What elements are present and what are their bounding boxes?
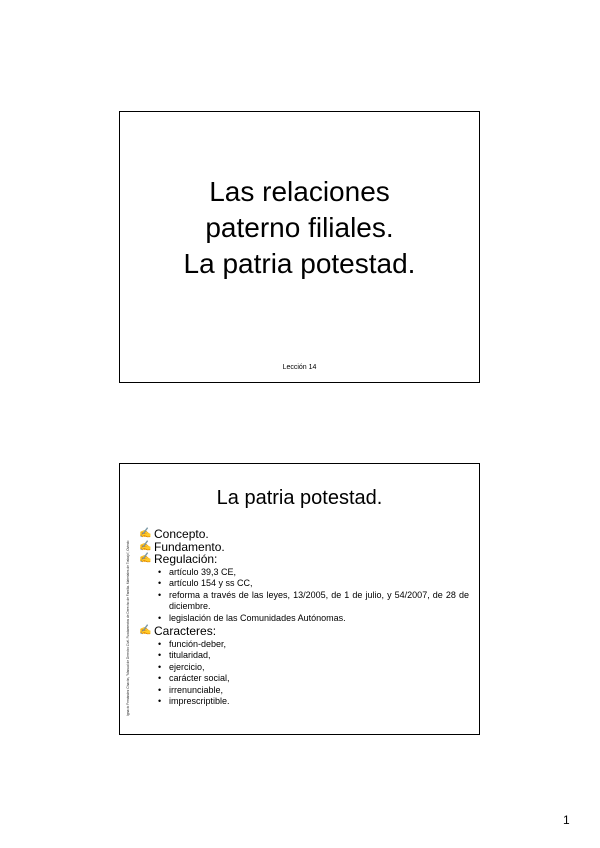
bullet-dot-icon: • <box>158 566 162 577</box>
sub-list-item-text: irrenunciable, <box>169 684 224 695</box>
sub-list <box>158 567 471 625</box>
bullet-dot-icon: • <box>158 661 162 672</box>
side-note-text: Ignacio Fernández Chacón, ”Manual de Derecho Civil. Fundamentos de Derecho de Familia. Materiales de Trabajo”, Oviedo <box>126 540 130 716</box>
sub-list-item-text: artículo 154 y ss CC, <box>169 578 253 588</box>
list-item-label: Regulación: <box>154 552 218 566</box>
slide-1-title <box>120 174 479 282</box>
sub-list-item-text: función-deber, <box>169 638 227 649</box>
writing-hand-icon: ✍ <box>139 625 152 636</box>
bullet-dot-icon: • <box>158 696 162 706</box>
slide-2-title: La patria potestad. <box>216 487 383 509</box>
list-item-label: Fundamento. <box>154 539 225 554</box>
slide-1 <box>119 111 480 383</box>
sub-list-item <box>158 578 471 590</box>
list-item <box>139 625 471 638</box>
slide-2 <box>119 463 480 735</box>
sub-list-item <box>158 696 471 708</box>
list-item-label: Caracteres: <box>154 624 217 638</box>
bullet-dot-icon: • <box>158 612 162 623</box>
sub-list-item-text: carácter social, <box>169 673 230 683</box>
slide-1-title-line: Las relaciones <box>209 176 390 207</box>
page-number: 1 <box>563 813 570 827</box>
list-item-label: Concepto. <box>154 527 209 541</box>
bullet-dot-icon: • <box>158 650 162 660</box>
sub-list-item <box>158 590 471 613</box>
sub-list <box>158 639 471 708</box>
sub-list-item <box>158 673 471 685</box>
writing-hand-icon: ✍ <box>139 553 152 564</box>
slide-1-title-line: La patria potestad. <box>183 248 416 279</box>
sub-list-item <box>158 639 471 651</box>
bullet-dot-icon: • <box>158 684 162 695</box>
sub-list-item-text: reforma a través de las leyes, 13/2005, de 1 de julio, y 54/2007, de 28 de diciembre. <box>169 589 469 611</box>
sub-list-item-text: artículo 39,3 CE, <box>169 566 237 577</box>
sub-list-item <box>158 567 471 579</box>
sub-list-item <box>158 613 471 625</box>
sub-list-item-text: legislación de las Comunidades Autónomas. <box>169 612 346 623</box>
sub-list-item <box>158 650 471 662</box>
bullet-dot-icon: • <box>158 578 162 588</box>
list-item <box>139 553 471 566</box>
lesson-label: Lección 14 <box>282 364 317 371</box>
bullet-dot-icon: • <box>158 673 162 683</box>
slide-2-content <box>139 528 471 709</box>
sub-list-item-text: imprescriptible. <box>169 696 230 706</box>
sub-list-item-text: ejercicio, <box>169 661 205 672</box>
slide-1-title-line: paterno filiales. <box>205 212 394 243</box>
bullet-dot-icon: • <box>158 589 162 600</box>
writing-hand-icon: ✍ <box>139 540 152 552</box>
writing-hand-icon: ✍ <box>139 528 152 539</box>
sub-list-item-text: titularidad, <box>169 650 211 660</box>
sub-list-item <box>158 662 471 674</box>
side-note <box>126 526 132 716</box>
sub-list-item <box>158 685 471 697</box>
bullet-dot-icon: • <box>158 638 162 649</box>
